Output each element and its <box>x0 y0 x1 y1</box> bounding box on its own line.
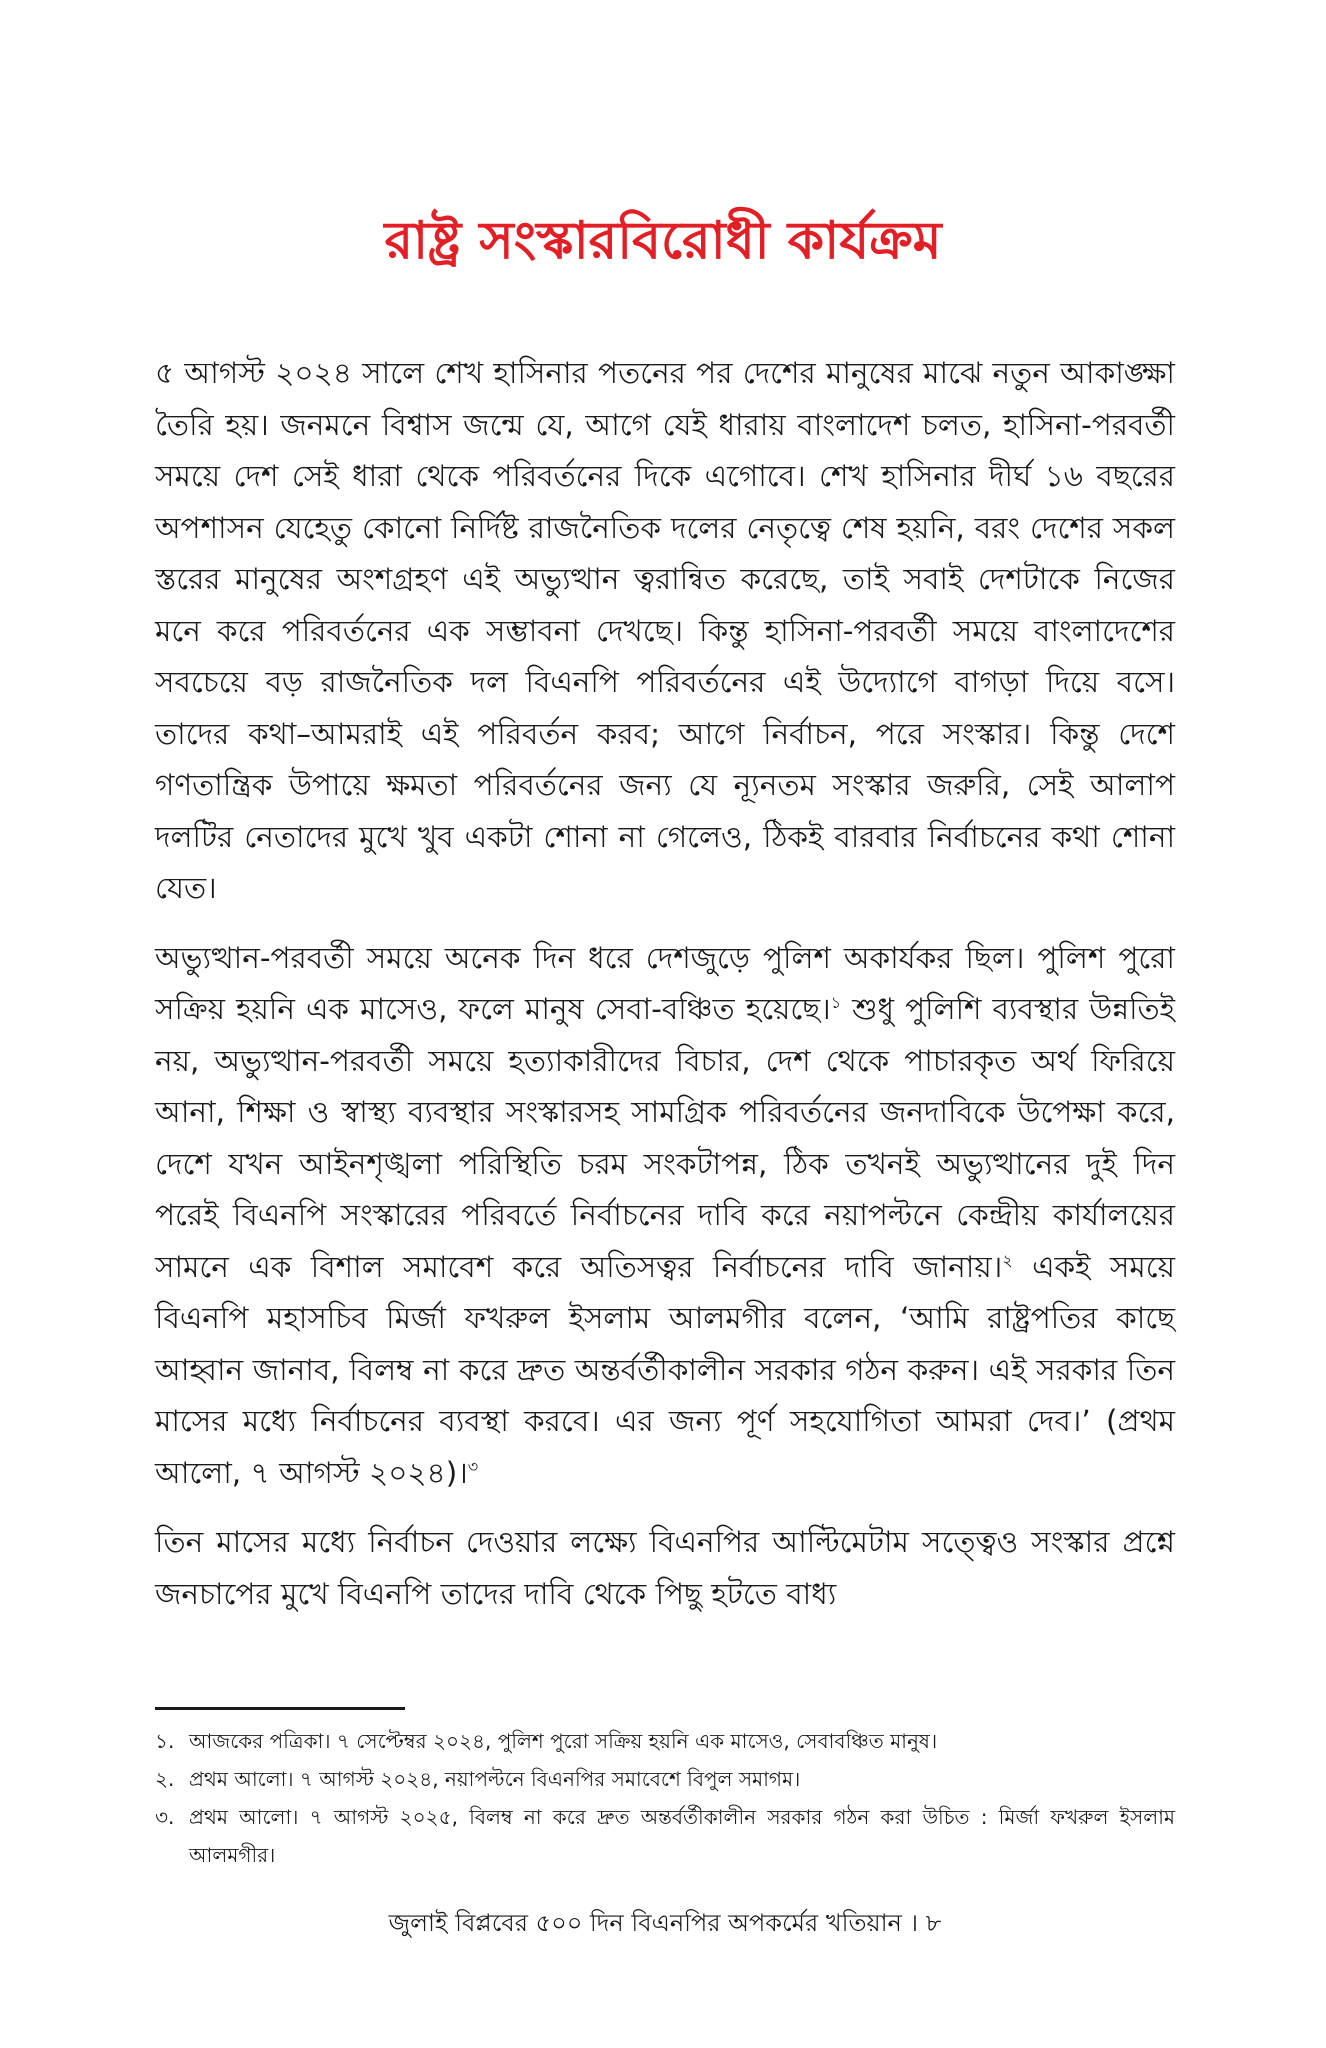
footnote-ref-1[interactable]: ১ <box>830 993 842 1013</box>
paragraph-2-segment: শুধু পুলিশি ব্যবস্থার উন্নতিই নয়, অভ্যুত্থান-পরবর্তী সময়ে হত্যাকারীদের বিচার, দেশ থেকে পাচারকৃত অর্থ ফিরিয়ে আনা, শিক্ষা ও স্বাস্থ্য ব্যবস্থার সংস্কারসহ সামগ্রিক পরিবর্তনের জনদাবিকে উপেক্ষা করে, দেশে যখন আইনশৃঙ্খলা পরিস্থিতি চরম সংকটাপন্ন, ঠিক তখনই অভ্যুত্থানের দুই দিন পরেই বিএনপি সংস্কারের পরিবর্তে নির্বাচনের দাবি করে নয়াপল্টনে কেন্দ্রীয় কার্যালয়ের সামনে এক বিশাল সমাবেশ করে অতিসত্বর নির্বাচনের দাবি জানায়। <box>155 992 1175 1284</box>
footnote-3 <box>155 1798 1175 1874</box>
page-number: ৮ <box>925 1909 942 1937</box>
chapter-title: রাষ্ট্র সংস্কারবিরোধী কার্যক্রম <box>384 211 942 271</box>
footnote-number: ৩. <box>155 1805 175 1829</box>
paragraph-2 <box>155 933 1175 1500</box>
footnote-text: আজকের পত্রিকা। ৭ সেপ্টেম্বর ২০২৪, পুলিশ পুরো সক্রিয় হয়নি এক মাসেও, সেবাবঞ্চিত মানুষ। <box>189 1729 938 1753</box>
footnote-number: ২. <box>155 1767 175 1791</box>
footnote-ref-3[interactable]: ৩ <box>467 1456 479 1476</box>
running-footer <box>155 1905 1175 1941</box>
paragraph-2-segment: একই সময়ে বিএনপি মহাসচিব মির্জা ফখরুল ইসলাম আলমগীর বলেন, ‘আমি রাষ্ট্রপতির কাছে আহ্বান জানাব, বিলম্ব না করে দ্রুত অন্তর্বর্তীকালীন সরকার গঠন করুন। এই সরকার তিন মাসের মধ্যে নির্বাচনের ব্যবস্থা করবে। এর জন্য পূর্ণ সহযোগিতা আমরা দেব।’ (প্রথম আলো, ৭ আগস্ট ২০২৪)। <box>155 1249 1175 1490</box>
footnote-ref-2[interactable]: ২ <box>1002 1250 1013 1270</box>
footnote-text: প্রথম আলো। ৭ আগস্ট ২০২৪, নয়াপল্টনে বিএনপির সমাবেশে বিপুল সমাগম। <box>189 1767 801 1791</box>
footnote-divider <box>155 1707 405 1710</box>
footnote-2 <box>155 1760 1175 1798</box>
footnote-number: ১. <box>155 1729 175 1753</box>
paragraph-3: তিন মাসের মধ্যে নির্বাচন দেওয়ার লক্ষ্যে বিএনপির আল্টিমেটাম সত্ত্বেও সংস্কার প্রশ্নে জনচাপের মুখে বিএনপি তাদের দাবি থেকে পিছু হটতে বাধ্য <box>155 1525 1175 1611</box>
body-text <box>155 348 1175 1638</box>
footer-separator: । <box>909 1909 919 1937</box>
footer-book-title: জুলাই বিপ্লবের ৫০০ দিন বিএনপির অপকর্মের খতিয়ান <box>388 1909 902 1937</box>
footnotes <box>155 1722 1175 1874</box>
footnote-1 <box>155 1722 1175 1760</box>
footnote-text: প্রথম আলো। ৭ আগস্ট ২০২৫, বিলম্ব না করে দ্রুত অন্তর্বর্তীকালীন সরকার গঠন করা উচিত : মির্জা ফখরুল ইসলাম আলমগীর। <box>189 1805 1175 1867</box>
paragraph-1: ৫ আগস্ট ২০২৪ সালে শেখ হাসিনার পতনের পর দেশের মানুষের মাঝে নতুন আকাঙ্ক্ষা তৈরি হয়। জনমনে বিশ্বাস জন্মে যে, আগে যেই ধারায় বাংলাদেশ চলত, হাসিনা-পরবর্তী সময়ে দেশ সেই ধারা থেকে পরিবর্তনের দিকে এগোবে। শেখ হাসিনার দীর্ঘ ১৬ বছরের অপশাসন যেহেতু কোনো নির্দিষ্ট রাজনৈতিক দলের নেতৃত্বে শেষ হয়নি, বরং দেশের সকল স্তরের মানুষের অংশগ্রহণ এই অভ্যুত্থান ত্বরান্বিত করেছে, তাই সবাই দেশটাকে নিজের মনে করে পরিবর্তনের এক সম্ভাবনা দেখছে। কিন্তু হাসিনা-পরবর্তী সময়ে বাংলাদেশের সবচেয়ে বড় রাজনৈতিক দল বিএনপি পরিবর্তনের এই উদ্যোগে বাগড়া দিয়ে বসে। তাদের কথা–আমরাই এই পরিবর্তন করব; আগে নির্বাচন, পরে সংস্কার। কিন্তু দেশে গণতান্ত্রিক উপায়ে ক্ষমতা পরিবর্তনের জন্য যে ন্যূনতম সংস্কার জরুরি, সেই আলাপ দলটির নেতাদের মুখে খুব একটা শোনা না গেলেও, ঠিকই বারবার নির্বাচনের কথা শোনা যেত। <box>155 356 1175 905</box>
paragraph-2-segment: অভ্যুত্থান-পরবর্তী সময়ে অনেক দিন ধরে দেশজুড়ে পুলিশ অকার্যকর ছিল। পুলিশ পুরো সক্রিয় হয়নি এক মাসেও, ফলে মানুষ সেবা-বঞ্চিত হয়েছে। <box>155 940 1175 1026</box>
